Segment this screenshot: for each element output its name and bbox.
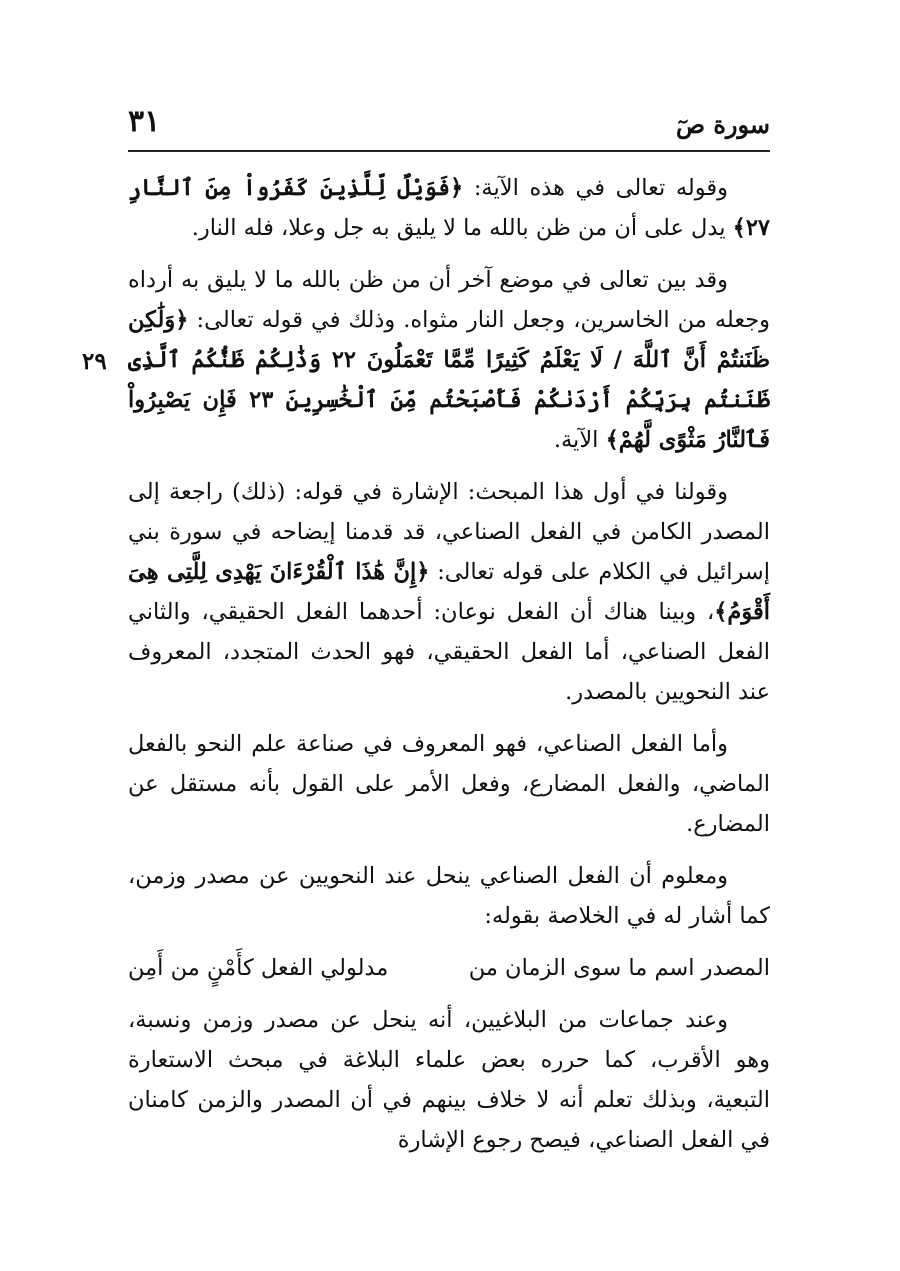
paragraph-text: وقد بين تعالى في موضع آخر أن من ظن بالله ما لا يليق به أرداه وجعله من الخاسرين، وجعل النار مثواه. وذلك في قوله تعالى:	[128, 267, 770, 333]
poem-verse	[128, 948, 770, 988]
quran-quote: ﴿فَوَيْلٌ لِّلَّذِينَ كَفَرُواْ مِنَ ٱلنَّارِ ٢٧﴾	[128, 175, 770, 241]
header-divider	[128, 150, 770, 152]
paragraph-4	[128, 724, 770, 844]
paragraph-text: وأما الفعل الصناعي، فهو المعروف في صناعة علم النحو بالفعل الماضي، والفعل المضارع، وفعل الأمر على القول بأنه مستقل عن المضارع.	[128, 731, 770, 837]
quran-quote: ﴿إِنَّ هَٰذَا ٱلْقُرْءَانَ يَهْدِى لِلَّتِى هِىَ أَقْوَمُ﴾	[128, 559, 770, 625]
quran-quote: ﴿وَلَٰكِن ظَنَنتُمْ أَنَّ ٱللَّهَ / لَا يَعْلَمُ كَثِيرًا مِّمَّا تَعْمَلُونَ ٢٢ وَذَٰلِكُمْ ظَنُّكُمُ ٱلَّذِى ظَنَنتُم بِرَبِّكُمْ أَرْدَىٰكُمْ فَأَصْبَحْتُم مِّنَ ٱلْخَٰسِرِينَ ٢٣ فَإِن يَصْبِرُواْ فَٱلنَّارُ مَثْوًى لَّهُمْ﴾	[128, 307, 771, 453]
paragraph-text: ومعلوم أن الفعل الصناعي ينحل عند النحويين عن مصدر وزمن، كما أشار له في الخلاصة بقوله:	[128, 863, 770, 929]
paragraph-3	[128, 472, 770, 712]
paragraph-text: وقولنا في أول هذا المبحث: الإشارة في قوله: (ذلك) راجعة إلى المصدر الكامن في الفعل الصناعي، قد قدمنا إيضاحه في سورة بني إسرائيل في الكلام على قوله تعالى:	[128, 479, 771, 585]
paragraph-text: وقوله تعالى في هذه الآية:	[473, 175, 728, 201]
paragraph-6	[128, 1000, 770, 1160]
paragraph-2	[128, 260, 770, 460]
paragraph-text: الآية.	[553, 427, 599, 453]
surah-title: سورة صٓ	[675, 110, 770, 139]
main-text	[128, 168, 770, 1172]
page-header	[128, 104, 770, 146]
poem-second-hemistich: مدلولي الفعل كأَمْنٍ من أَمِن	[128, 955, 389, 981]
poem-first-hemistich: المصدر اسم ما سوى الزمان من	[468, 955, 770, 981]
paragraph-text: يدل على أن من ظن بالله ما لا يليق به جل وعلا، فله النار.	[191, 215, 726, 241]
page-number: ٣١	[128, 104, 161, 139]
paragraph-text: ، وبينا هناك أن الفعل نوعان: أحدهما الفعل الحقيقي، والثاني الفعل الصناعي، أما الفعل الحقيقي، فهو الحدث المتجدد، المعروف عند النحويين بالمصدر.	[128, 599, 770, 705]
paragraph-5	[128, 856, 770, 936]
margin-verse-number: ٢٩	[82, 348, 107, 375]
paragraph-text: وعند جماعات من البلاغيين، أنه ينحل عن مصدر وزمن ونسبة، وهو الأقرب، كما حرره بعض علماء البلاغة في مبحث الاستعارة التبعية، وبذلك تعلم أنه لا خلاف بينهم في أن المصدر والزمن كامنان في الفعل الصناعي، فيصح رجوع الإشارة	[128, 1007, 770, 1153]
paragraph-1	[128, 168, 770, 248]
